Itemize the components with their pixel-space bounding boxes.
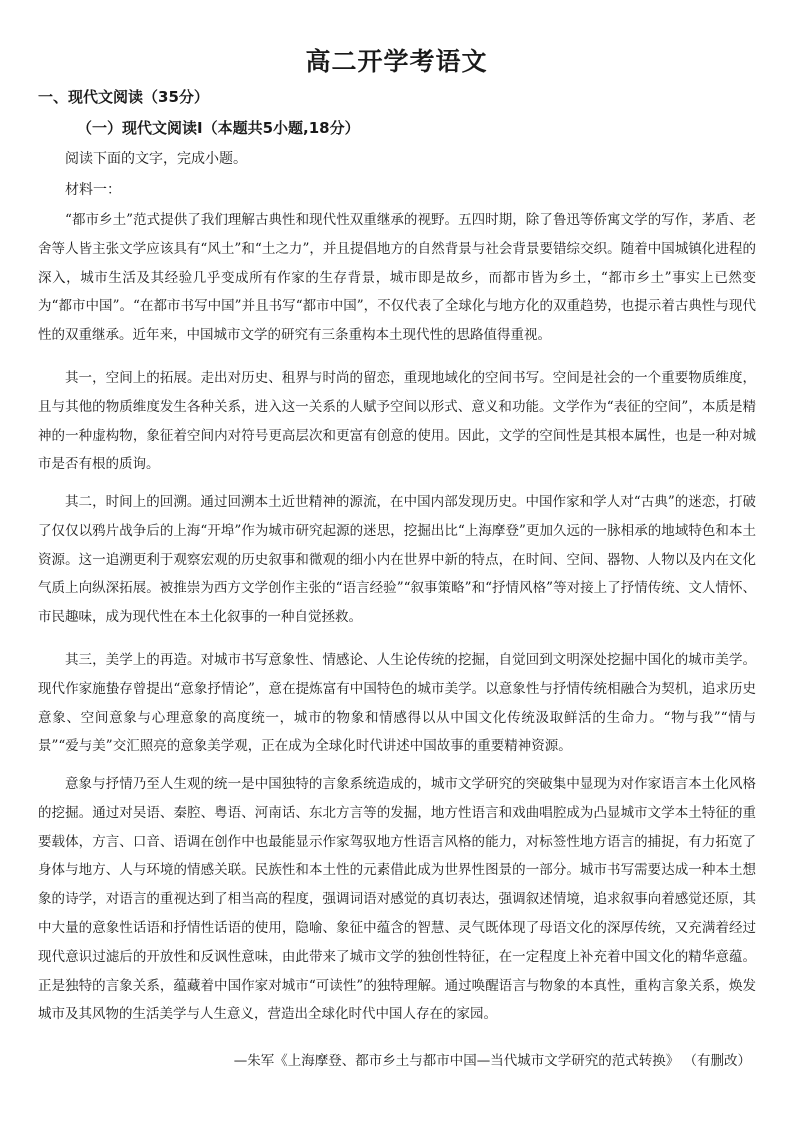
section-heading: 一、现代文阅读（35分） <box>38 88 209 106</box>
paragraph-2: 其一，空间上的拓展。走出对历史、租界与时尚的留恋，重现地域化的空间书写。空间是社会的一个重要物质维度，且与其他的物质维度发生各种关系，进入这一关系的人赋予空间以形式、意义和功能。文学作为“表征的空间”，本质是精神的一种虚构物，象征着空间内对符号更高层次和更富有创意的使用。因此，文学的空间性是其根本属性，也是一种对城市是否有根的质询。 <box>38 370 756 473</box>
source-citation: —朱军《上海摩登、都市乡土与都市中国—当代城市文学研究的范式转换》 （有删改） <box>233 1053 751 1069</box>
paragraph-3: 其二，时间上的回溯。通过回溯本土近世精神的源流，在中国内部发现历史。中国作家和学人对“古典”的迷恋，打破了仅仅以鸦片战争后的上海“开埠”作为城市研究起源的迷思，挖掘出比“上海摩登”更加久远的一脉相承的地域特色和本土资源。这一追溯更利于观察宏观的历史叙事和微观的细小内在世界中新的特点，在时间、空间、器物、人物以及内在文化气质上向纵深拓展。被推崇为西方文学创作主张的“语言经验”“叙事策略”和“抒情风格”等对接上了抒情传统、文人情怀、市民趣味，成为现代性在本土化叙事的一种自觉拯救。 <box>38 494 756 626</box>
instruction-text: 阅读下面的文字，完成小题。 <box>65 151 247 167</box>
subsection-heading: （一）现代文阅读Ⅰ（本题共5小题,18分） <box>77 119 360 137</box>
paragraph-4: 其三，美学上的再造。对城市书写意象性、情感论、人生论传统的挖掘，自觉回到文明深处挖掘中国化的城市美学。现代作家施蛰存曾提出“意象抒情论”，意在提炼富有中国特色的城市美学。以意象性与抒情传统相融合为契机，追求历史意象、空间意象与心理意象的高度统一，城市的物象和情感得以从中国文化传统汲取鲜活的生命力。“物与我”“情与景”“爱与美”交汇照亮的意象美学观，正在成为全球化时代讲述中国故事的重要精神资源。 <box>38 652 756 755</box>
material-label: 材料一： <box>65 182 121 198</box>
paragraph-1: “都市乡土”范式提供了我们理解古典性和现代性双重继承的视野。五四时期，除了鲁迅等侨寓文学的写作，茅盾、老舍等人皆主张文学应该具有“风土”和“土之力”，并且提倡地方的自然背景与社会背景要错综交织。随着中国城镇化进程的深入，城市生活及其经验几乎变成所有作家的生存背景，城市即是故乡，而都市皆为乡土，“都市乡土”事实上已然变为“都市中国”。“在都市书写中国”并且书写“都市中国”，不仅代表了全球化与地方化的双重趋势，也提示着古典性与现代性的双重继承。近年来，中国城市文学的研究有三条重构本土现代性的思路值得重视。 <box>38 212 756 344</box>
exam-title: 高二开学考语文 <box>305 47 488 76</box>
paragraph-5: 意象与抒情乃至人生观的统一是中国独特的言象系统造成的，城市文学研究的突破集中显现为对作家语言本土化风格的挖掘。通过对吴语、秦腔、粤语、河南话、东北方言等的发掘，地方性语言和戏曲唱腔成为凸显城市文学本土特征的重要载体，方言、口音、语调在创作中也最能显示作家驾驭地方性语言风格的能力，对标签性地方语言的捕捉，有力拓宽了身体与地方、人与环境的情感关联。民族性和本土性的元素借此成为世界性图景的一部分。城市书写需要达成一种本土想象的诗学，对语言的重视达到了相当高的程度，强调词语对感觉的真切表达，强调叙述情境，追求叙事向着感觉还原，其中大量的意象性话语和抒情性话语的使用，隐喻、象征中蕴含的智慧、灵气既体现了母语文化的深厚传统，又充满着经过现代意识过滤后的开放性和反讽性意味，由此带来了城市文学的独创性特征，在一定程度上补充着中国文化的精华意蕴。正是独特的言象关系，蕴藏着中国作家对城市“可读性”的独特理解。通过唤醒语言与物象的本真性，重构言象关系，焕发城市及其风物的生活美学与人生意义，营造出全球化时代中国人存在的家园。 <box>38 776 756 1023</box>
